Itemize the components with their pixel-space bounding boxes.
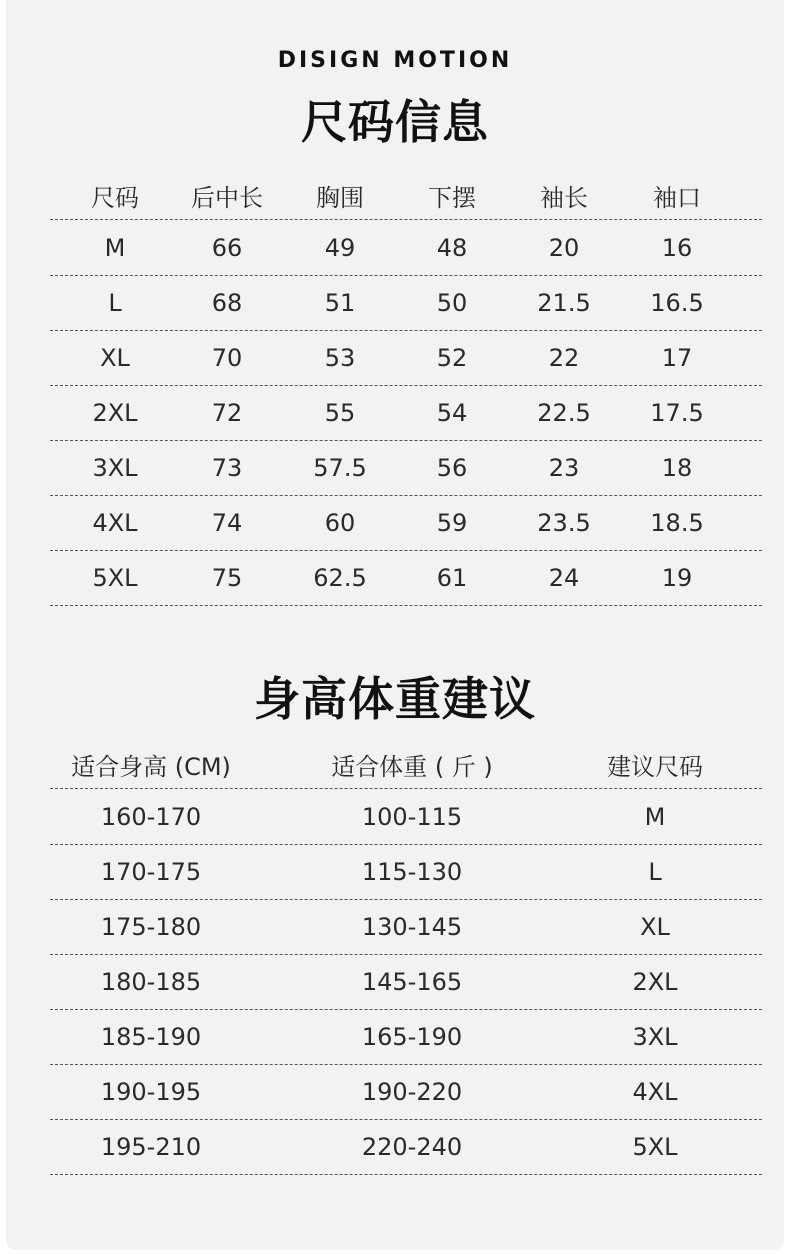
recommend-table-row-cell: XL [640,912,670,941]
size-table-row-cell: 19 [661,563,693,592]
size-table-row-cell: 50 [436,288,468,317]
size-table-row-cell: 18 [661,453,693,482]
size-table-row-cell: L [108,288,122,317]
size-table-row-cell: 17.5 [650,398,704,427]
recommend-table-row-cell: 115-130 [361,857,463,886]
size-table-row-cell: 49 [324,233,356,262]
header-back-length: 后中长 [191,184,263,212]
size-table-row-cell: 66 [211,233,243,262]
recommend-table-header [50,740,762,789]
recommend-table-row [50,899,762,955]
recommend-table-row [50,1009,762,1065]
size-table-header [50,171,762,220]
size-table-row-cell: 74 [211,508,243,537]
size-table-row-cell: 48 [436,233,468,262]
recommend-table-row-cell: 2XL [632,967,678,996]
size-table-row-cell: 18.5 [650,508,704,537]
size-table-row [50,275,762,331]
size-table-row-cell: 51 [324,288,356,317]
size-table-row-cell: 20 [548,233,580,262]
size-table-row-cell: 5XL [92,563,138,592]
size-table-row [50,550,762,606]
recommend-table-row-cell: 170-175 [100,857,202,886]
size-table-row-cell: 53 [324,343,356,372]
header-weight: 适合体重 ( 斤 ) [331,753,493,781]
header-recommended-size: 建议尺码 [607,753,703,781]
size-table-row-cell: 24 [548,563,580,592]
size-table-row-cell: 75 [211,563,243,592]
size-table-row-cell: M [104,233,126,262]
header-height: 适合身高 (CM) [71,753,231,781]
size-table-row-cell: 72 [211,398,243,427]
recommend-table-row-cell: 195-210 [100,1132,202,1161]
size-table-row-cell: 56 [436,453,468,482]
recommend-table-row [50,844,762,900]
size-table-row-cell: 23 [548,453,580,482]
header-sleeve-length: 袖长 [540,184,588,212]
size-info-title: 尺码信息 [301,95,489,149]
size-table-row-cell: 62.5 [313,563,367,592]
size-table-row [50,495,762,551]
size-table-row-cell: XL [100,343,130,372]
recommend-table-row-cell: 4XL [632,1077,678,1106]
recommend-table-row [50,954,762,1010]
recommend-table-row-cell: 100-115 [361,802,463,831]
recommend-table-row-cell: 220-240 [361,1132,463,1161]
recommend-table-row-cell: M [644,802,666,831]
size-table-row-cell: 60 [324,508,356,537]
header-hem: 下摆 [428,184,476,212]
recommend-table-row-cell: 130-145 [361,912,463,941]
size-table-row-cell: 70 [211,343,243,372]
size-table-row [50,220,762,276]
size-table-row [50,330,762,386]
size-table-row-cell: 54 [436,398,468,427]
header-size: 尺码 [91,184,139,212]
size-table-row-cell: 52 [436,343,468,372]
size-table-row-cell: 16.5 [650,288,704,317]
recommend-table-row-cell: 185-190 [100,1022,202,1051]
size-table-row-cell: 59 [436,508,468,537]
size-table-row-cell: 57.5 [313,453,367,482]
size-table-row-cell: 21.5 [537,288,591,317]
recommend-table-row [50,1119,762,1175]
size-table-row-cell: 22 [548,343,580,372]
size-table-row-cell: 16 [661,233,693,262]
recommend-table-row-cell: 145-165 [361,967,463,996]
header-cuff: 袖口 [653,184,701,212]
height-weight-title: 身高体重建议 [254,672,536,726]
recommend-table-row-cell: L [648,857,662,886]
size-table-row-cell: 2XL [92,398,138,427]
recommend-table-row-cell: 5XL [632,1132,678,1161]
size-table-row-cell: 73 [211,453,243,482]
size-table-row [50,440,762,496]
brand-label: DISIGN MOTION [277,48,513,73]
recommend-table-row-cell: 165-190 [361,1022,463,1051]
recommend-table-row-cell: 160-170 [100,802,202,831]
size-table-row-cell: 3XL [92,453,138,482]
recommend-table-row [50,1064,762,1120]
size-table-row-cell: 4XL [92,508,138,537]
size-table-row-cell: 55 [324,398,356,427]
recommend-table-row-cell: 175-180 [100,912,202,941]
size-table-row [50,385,762,441]
recommend-table-row-cell: 190-220 [361,1077,463,1106]
size-table-row-cell: 23.5 [537,508,591,537]
size-table-row-cell: 17 [661,343,693,372]
recommend-table-row [50,789,762,845]
size-table-row-cell: 22.5 [537,398,591,427]
recommend-table-row-cell: 3XL [632,1022,678,1051]
header-chest: 胸围 [316,184,364,212]
size-table-row-cell: 61 [436,563,468,592]
size-table-row-cell: 68 [211,288,243,317]
recommend-table-row-cell: 180-185 [100,967,202,996]
recommend-table-row-cell: 190-195 [100,1077,202,1106]
